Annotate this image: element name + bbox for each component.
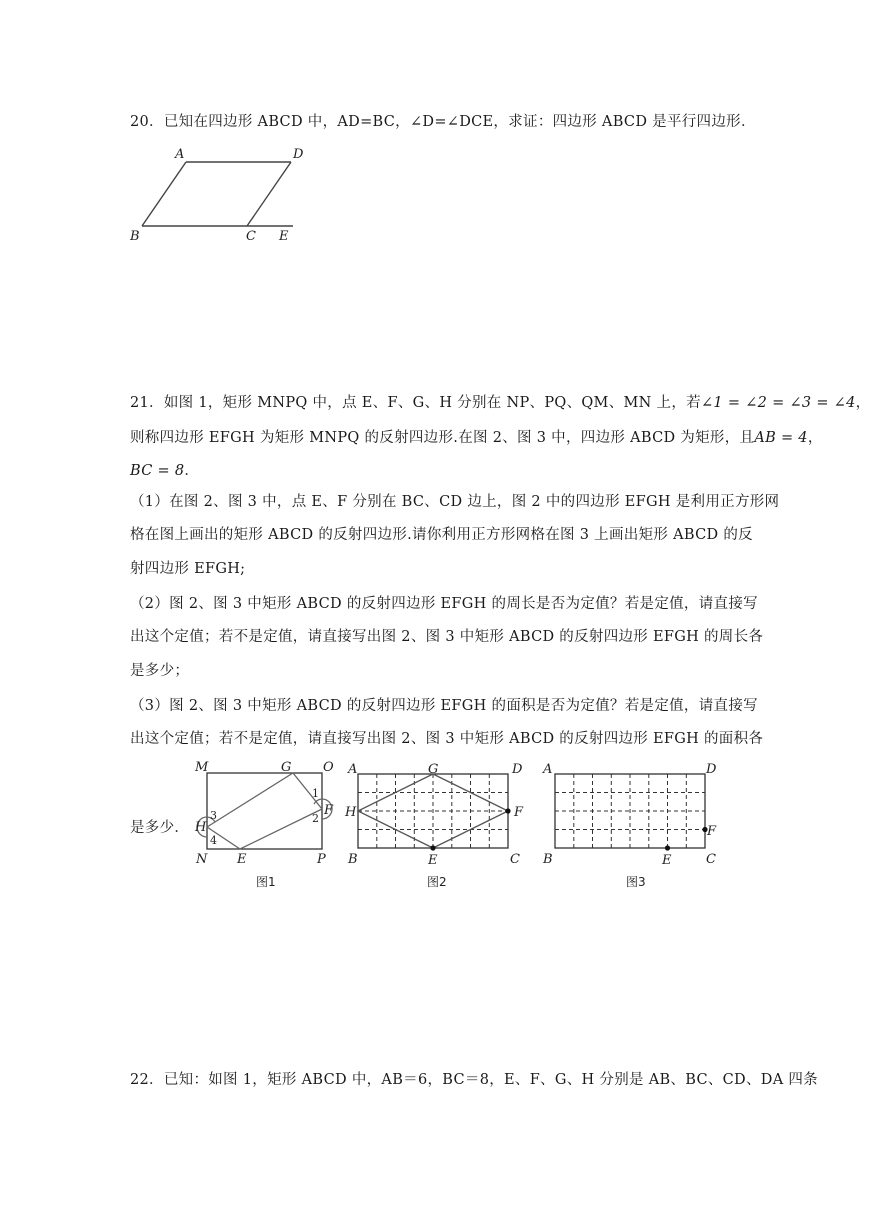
fig1-label-E: E bbox=[237, 852, 247, 867]
fig1-angle-1: 1 bbox=[312, 787, 319, 800]
q21-part3-line2: 出这个定值；若不是定值，请直接写出图 2、图 3 中矩形 ABCD 的反射四边形 EFGH 的面积各 bbox=[130, 731, 764, 747]
figure-2 bbox=[340, 758, 530, 893]
fig1-caption: 图1 bbox=[256, 875, 276, 889]
q21-part3-line3: 是多少． bbox=[130, 820, 190, 836]
q21-part3-line1: （3）图 2、图 3 中矩形 ABCD 的反射四边形 EFGH 的面积是否为定值？若是定值，请直接写 bbox=[130, 698, 758, 714]
fig1-label-G: G bbox=[281, 760, 292, 775]
fig3-label-B: B bbox=[543, 852, 553, 867]
fig3-label-D: D bbox=[706, 762, 717, 777]
fig1-label-H: H bbox=[195, 820, 207, 835]
fig2-label-C: C bbox=[510, 852, 520, 867]
q21-line2-end: ， bbox=[807, 430, 823, 446]
label-D: D bbox=[293, 147, 304, 162]
fig1-label-F: F bbox=[324, 803, 334, 818]
fig2-caption: 图2 bbox=[427, 875, 447, 889]
q21-angle-condition: ∠1 = ∠2 = ∠3 = ∠4 bbox=[700, 395, 856, 411]
fig1-angle-2: 2 bbox=[312, 812, 319, 825]
label-A: A bbox=[175, 147, 185, 162]
fig3-label-F: F bbox=[707, 824, 717, 839]
figure-1 bbox=[190, 758, 340, 893]
q21-line1-end: ， bbox=[855, 395, 870, 411]
q21-line1-text: 21．如图 1，矩形 MNPQ 中，点 E、F、G、H 分别在 NP、PQ、QM、MN 上，若 bbox=[130, 395, 701, 411]
fig2-label-D: D bbox=[512, 762, 523, 777]
q22-text: 22．已知：如图 1，矩形 ABCD 中，AB＝6，BC＝8，E、F、G、H 分别是 AB、BC、CD、DA 四条 bbox=[130, 1072, 818, 1088]
fig1-angle-3: 3 bbox=[210, 809, 217, 822]
fig2-label-F: F bbox=[514, 805, 524, 820]
fig3-caption: 图3 bbox=[626, 875, 646, 889]
fig1-angle-4: 4 bbox=[210, 834, 217, 847]
fig2-label-A: A bbox=[348, 762, 358, 777]
q21-part2-line3: 是多少； bbox=[130, 663, 190, 679]
fig2-label-G: G bbox=[428, 762, 439, 777]
fig3-label-E: E bbox=[662, 853, 672, 868]
label-C: C bbox=[246, 229, 256, 244]
q21-part2-line1: （2）图 2、图 3 中矩形 ABCD 的反射四边形 EFGH 的周长是否为定值？若是定值，请直接写 bbox=[130, 596, 758, 612]
q20-parallelogram-figure bbox=[125, 140, 315, 250]
q21-bc-value: BC = 8 bbox=[130, 463, 185, 479]
q21-line3 bbox=[130, 461, 199, 481]
q21-part1-line3: 射四边形 EFGH; bbox=[130, 561, 246, 577]
q21-line3-end: ． bbox=[184, 463, 200, 479]
fig2-label-H: H bbox=[345, 805, 357, 820]
q21-line2-text: 则称四边形 EFGH 为矩形 MNPQ 的反射四边形.在图 2、图 3 中，四边形 ABCD 为矩形，且 bbox=[130, 430, 755, 446]
fig2-label-E: E bbox=[428, 853, 438, 868]
fig1-label-M: M bbox=[195, 760, 209, 775]
q21-part1-line2: 格在图上画出的矩形 ABCD 的反射四边形.请你利用正方形网格在图 3 上画出矩形 ABCD 的反 bbox=[130, 527, 753, 543]
q21-part2-line2: 出这个定值；若不是定值，请直接写出图 2、图 3 中矩形 ABCD 的反射四边形 EFGH 的周长各 bbox=[130, 629, 764, 645]
q21-line2 bbox=[130, 428, 823, 448]
label-B: B bbox=[130, 229, 140, 244]
q21-line1 bbox=[130, 393, 870, 413]
fig1-label-N: N bbox=[196, 852, 208, 867]
figure-3 bbox=[538, 758, 728, 893]
fig1-label-P: P bbox=[317, 852, 326, 867]
fig1-label-O: O bbox=[323, 760, 334, 775]
label-E: E bbox=[279, 229, 289, 244]
fig2-label-B: B bbox=[348, 852, 358, 867]
q20-text: 20．已知在四边形 ABCD 中，AD=BC，∠D=∠DCE，求证：四边形 ABCD 是平行四边形． bbox=[130, 114, 756, 130]
q21-ab-value: AB = 4 bbox=[754, 430, 808, 446]
q21-part1-line1: （1）在图 2、图 3 中，点 E、F 分别在 BC、CD 边上，图 2 中的四边形 EFGH 是利用正方形网 bbox=[130, 494, 780, 510]
fig3-label-C: C bbox=[706, 852, 716, 867]
fig3-label-A: A bbox=[543, 762, 553, 777]
